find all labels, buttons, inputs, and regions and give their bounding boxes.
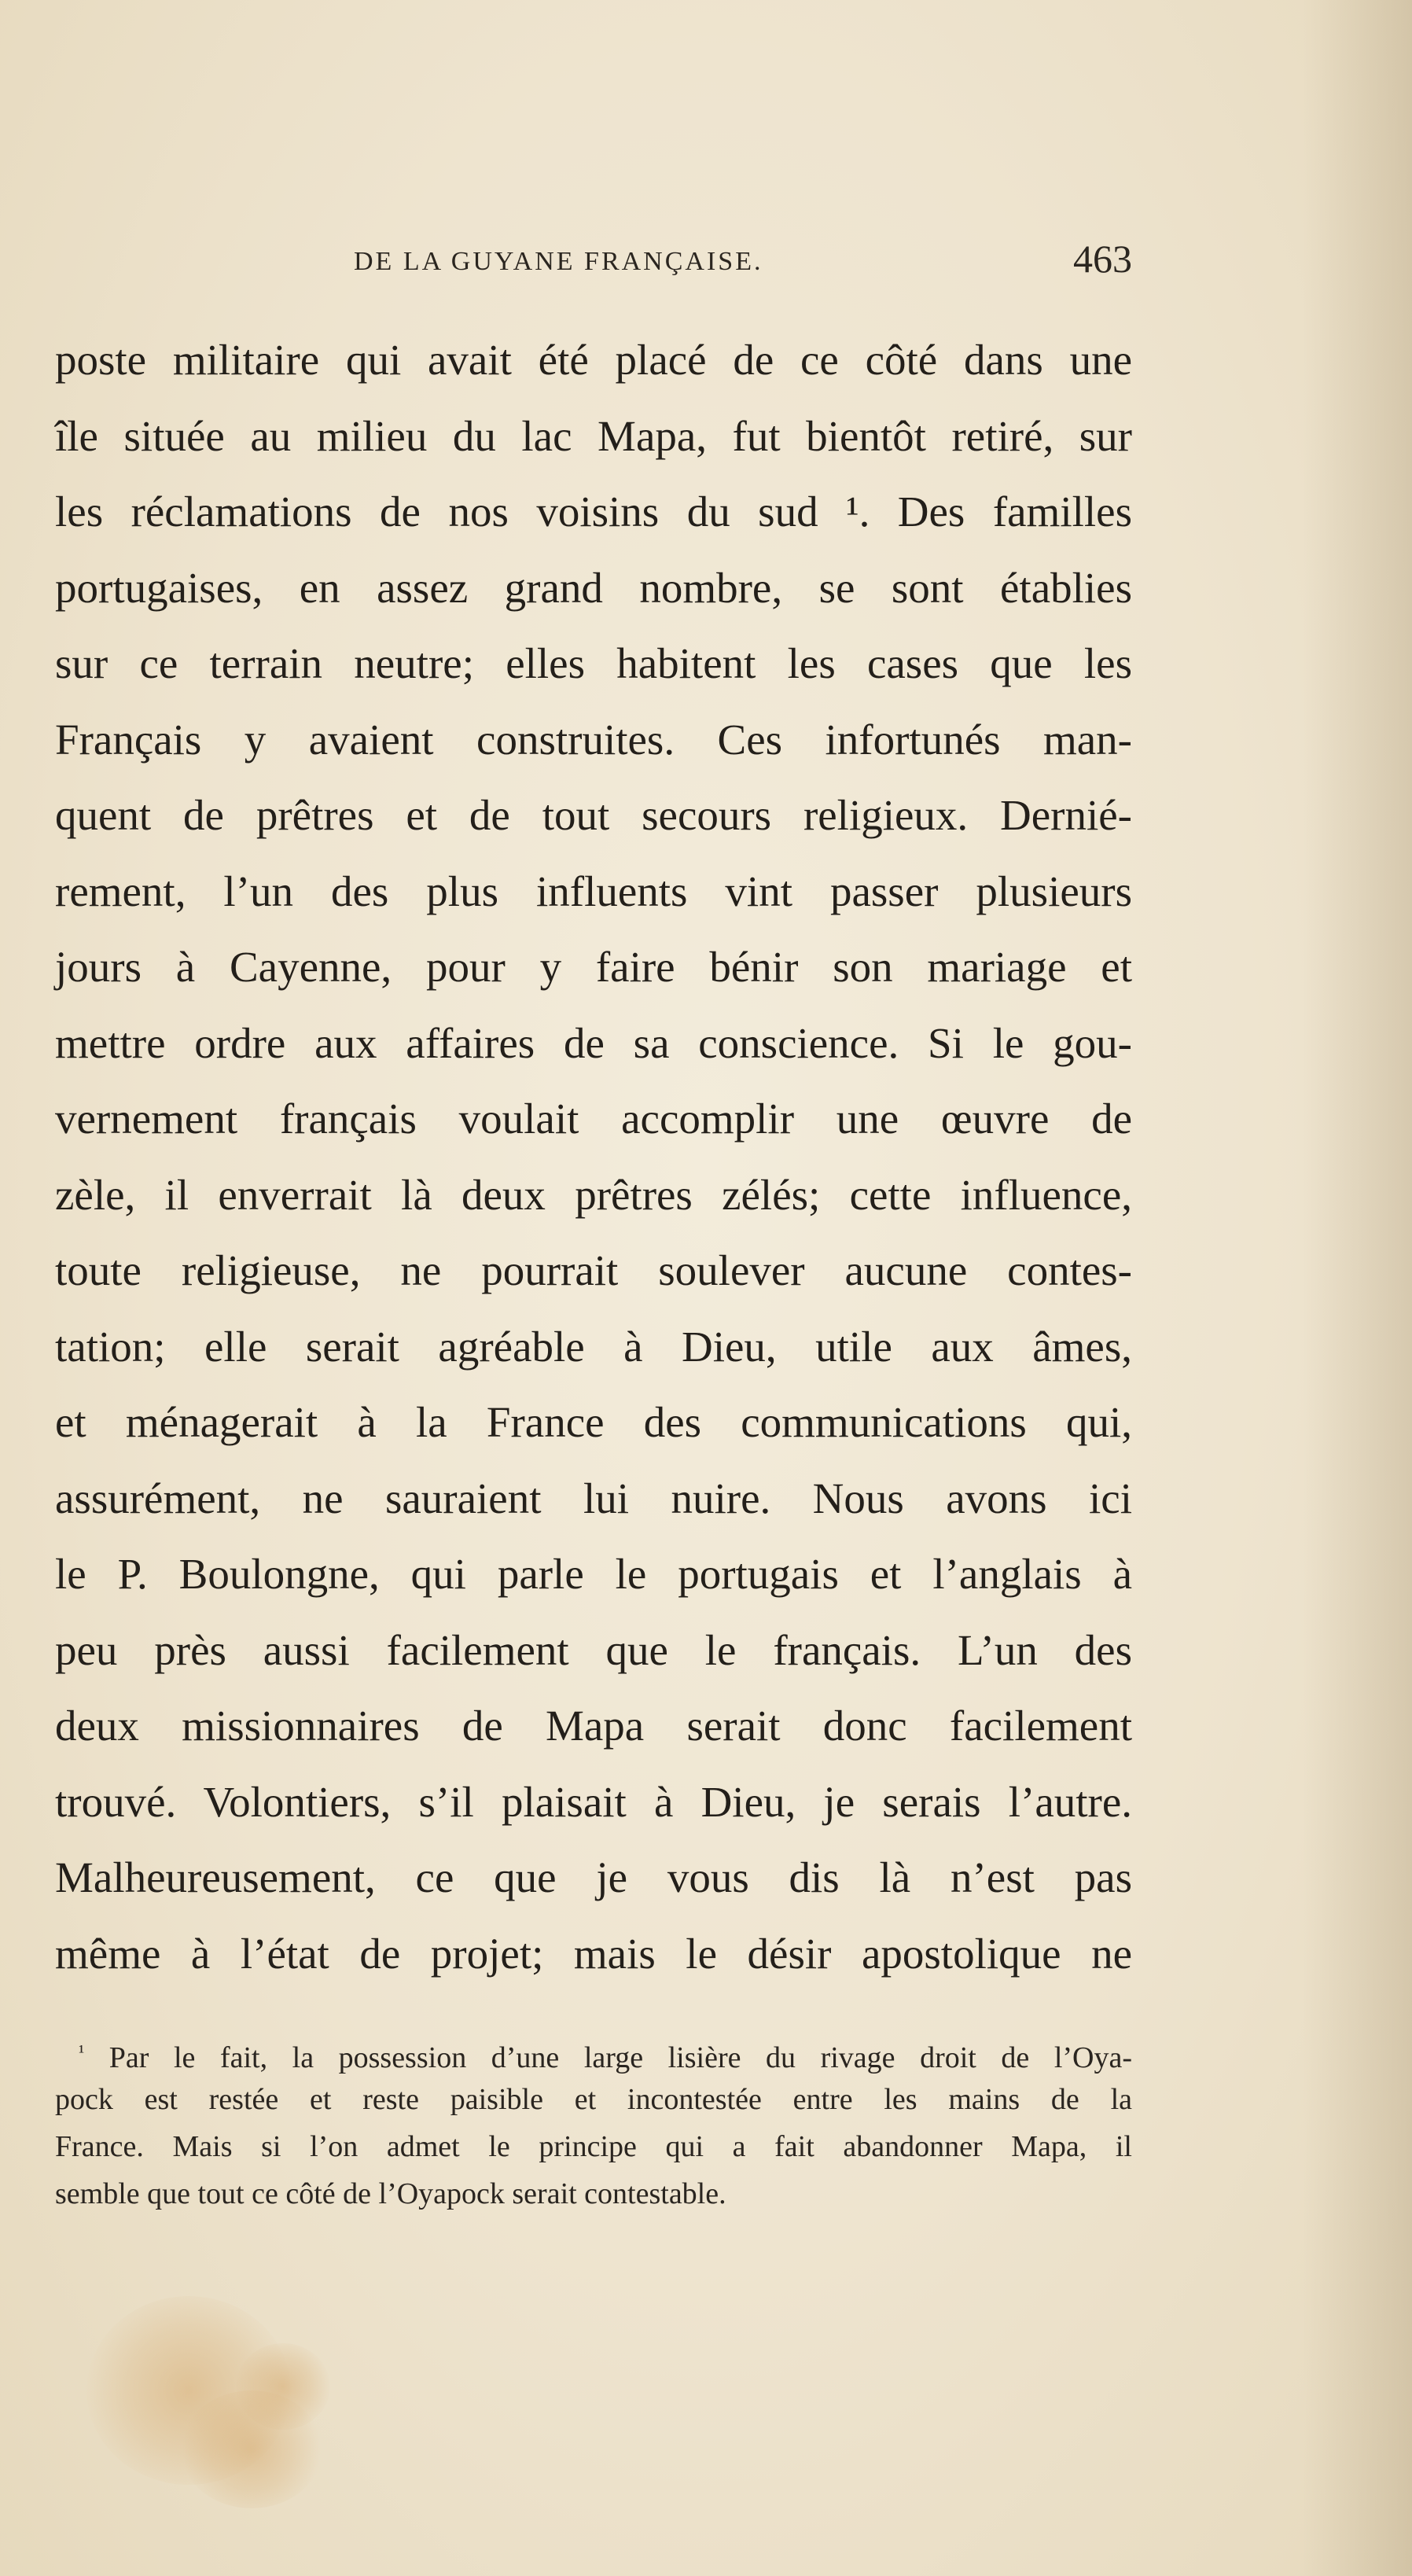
- footnote-text: Par le fait, la possession d’une large lisière du rivage droit de l’Oya-: [108, 2041, 1132, 2074]
- text-line: jours à Cayenne, pour y faire bénir son mariage et: [55, 943, 1132, 991]
- text-line: vernement français voulait accomplir une œuvre de: [55, 1095, 1132, 1143]
- text-line: rement, l’un des plus influents vint passer plusieurs: [55, 867, 1132, 915]
- text-line: toute religieuse, ne pourrait soulever aucune contes-: [55, 1246, 1132, 1294]
- footnote-line: France. Mais si l’on admet le principe qui a fait abandonner Mapa, il: [55, 2130, 1132, 2163]
- text-line: zèle, il enverrait là deux prêtres zélés; cette influence,: [55, 1170, 1132, 1219]
- text-line: et ménagerait à la France des communications qui,: [55, 1398, 1132, 1446]
- page-number: 463: [1073, 237, 1132, 281]
- text-line: poste militaire qui avait été placé de ce côté dans une: [55, 336, 1132, 384]
- text-line: tation; elle serait agréable à Dieu, utile aux âmes,: [55, 1322, 1132, 1371]
- footnote-line: [55, 2029, 1132, 2076]
- body-text: [55, 322, 1132, 1992]
- text-line: portugaises, en assez grand nombre, se sont établies: [55, 563, 1132, 612]
- footnote-line: semble que tout ce côté de l’Oyapock serait contestable.: [55, 2177, 726, 2210]
- text-line: même à l’état de projet; mais le désir apostolique ne: [55, 1929, 1132, 1978]
- text-line: île située au milieu du lac Mapa, fut bientôt retiré, sur: [55, 411, 1132, 460]
- footnote-line: pock est restée et reste paisible et incontestée entre les mains de la: [55, 2083, 1132, 2116]
- running-head: [55, 236, 1132, 299]
- text-line: deux missionnaires de Mapa serait donc facilement: [55, 1702, 1132, 1750]
- text-line: les réclamations de nos voisins du sud ¹. Des familles: [55, 488, 1132, 535]
- text-line: quent de prêtres et de tout secours religieux. Dernié-: [55, 791, 1132, 839]
- foxing-stain: [236, 2343, 330, 2430]
- footnote: [55, 2029, 1132, 2217]
- text-line: Français y avaient construites. Ces infortunés man-: [55, 715, 1132, 764]
- text-line: mettre ordre aux affaires de sa conscience. Si le gou-: [55, 1018, 1132, 1067]
- text-line: assurément, ne sauraient lui nuire. Nous avons ici: [55, 1474, 1132, 1522]
- text-line: le P. Boulongne, qui parle le portugais et l’anglais à: [55, 1550, 1132, 1598]
- text-line: peu près aussi facilement que le français. L’un des: [55, 1625, 1132, 1674]
- text-line: Malheureusement, ce que je vous dis là n’est pas: [55, 1853, 1132, 1901]
- footnote-marker: ¹: [79, 2042, 85, 2063]
- running-title: DE LA GUYANE FRANÇAISE.: [354, 247, 763, 276]
- text-line: trouvé. Volontiers, s’il plaisait à Dieu, je serais l’autre.: [55, 1777, 1132, 1826]
- text-line: sur ce terrain neutre; elles habitent les cases que les: [55, 639, 1132, 687]
- page-edge-shadow: [1302, 0, 1412, 2576]
